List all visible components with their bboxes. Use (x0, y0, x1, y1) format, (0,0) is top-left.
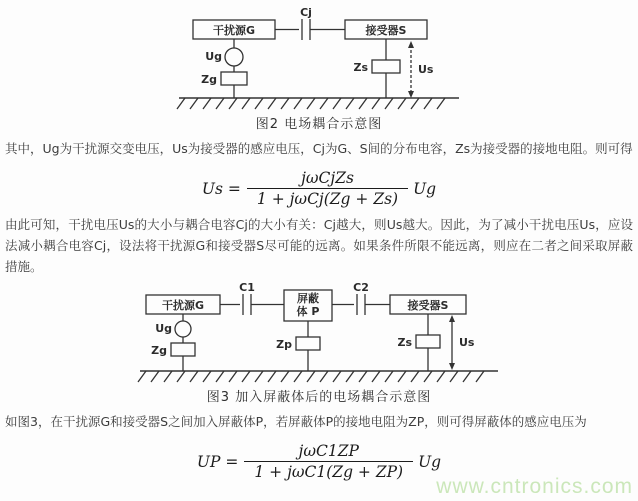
formula1-factor: Ug (413, 179, 437, 198)
voltage-source-icon (175, 321, 191, 337)
figure2-ug-label: Ug (205, 50, 222, 63)
formula1-denominator: 1 + jωCj(Zg + Zs) (247, 188, 408, 208)
watermark: www.cntronics.com (436, 475, 633, 498)
figure3-circuit-diagram (134, 281, 504, 385)
figure3-source-label: 干扰源G (161, 299, 205, 312)
figure3-zp-label: Zp (276, 338, 292, 351)
figure2-zs-label: Zs (353, 61, 368, 74)
figure3-receiver-label: 接受器S (407, 299, 449, 312)
formula1-lhs: Us (201, 179, 223, 198)
figure3 (0, 281, 638, 405)
figure3-ug-label: Ug (155, 322, 172, 335)
figure3-zs-label: Zs (397, 336, 412, 349)
resistor-icon (171, 343, 195, 356)
figure3-caption: 图3 加入屏蔽体后的电场耦合示意图 (206, 390, 432, 405)
figure2-cj-label: Cj (300, 8, 312, 19)
formula2-lhs: UP (196, 452, 221, 471)
formula2-denominator: 1 + jωC1(Zg + ZP) (244, 461, 413, 481)
paragraph-1: 其中，Ug为干扰源交变电压，Us为接受器的感应电压，Cj为G、S间的分布电容，Zs为接受器的接地电阻。则可得 (5, 141, 633, 156)
resistor-icon (372, 60, 400, 73)
formula-us (0, 169, 638, 208)
formula2-equals: = (225, 452, 239, 471)
formula1-fraction (247, 169, 408, 208)
resistor-icon (296, 337, 320, 350)
figure3-c2-label: C2 (353, 281, 369, 294)
formula1-equals: = (227, 179, 241, 198)
resistor-icon (221, 72, 247, 85)
figure2-circuit-diagram (169, 8, 469, 112)
figure2-us-label: Us (418, 63, 434, 76)
ground-hatching (138, 371, 484, 382)
formula2-fraction (244, 442, 413, 481)
formula1-numerator: jωCjZs (301, 169, 354, 187)
figure2-zg-label: Zg (201, 73, 217, 86)
paragraph-3: 如图3，在干扰源G和接受器S之间加入屏蔽体P，若屏蔽体P的接地电阻为ZP，则可得屏蔽体的感应电压为 (5, 414, 587, 429)
figure3-us-label: Us (459, 336, 475, 349)
formula2-factor: Ug (418, 452, 442, 471)
resistor-icon (416, 335, 440, 348)
figure3-zg-label: Zg (151, 344, 167, 357)
voltage-source-icon (225, 48, 243, 66)
figure3-shield-label-line2: 体 P (296, 305, 320, 318)
figure2 (0, 8, 638, 132)
figure3-c1-label: C1 (239, 281, 255, 294)
formula2-numerator: jωC1ZP (298, 442, 359, 460)
figure2-caption: 图2 电场耦合示意图 (255, 117, 383, 132)
ground-hatching (177, 98, 445, 109)
paragraph-2: 由此可知，干扰电压Us的大小与耦合电容Cj的大小有关：Cj越大，则Us越大。因此，为了减小干扰电压Us，应设法减小耦合电容Cj，设法将干扰源G和接受器S尽可能的远离。如果条件所限不能远离，则应在二者之间采取屏蔽措施。 (5, 217, 633, 274)
figure2-receiver-label: 接受器S (365, 24, 407, 37)
figure2-source-label: 干扰源G (212, 24, 256, 37)
figure3-shield-label-line1: 屏蔽 (297, 292, 319, 305)
